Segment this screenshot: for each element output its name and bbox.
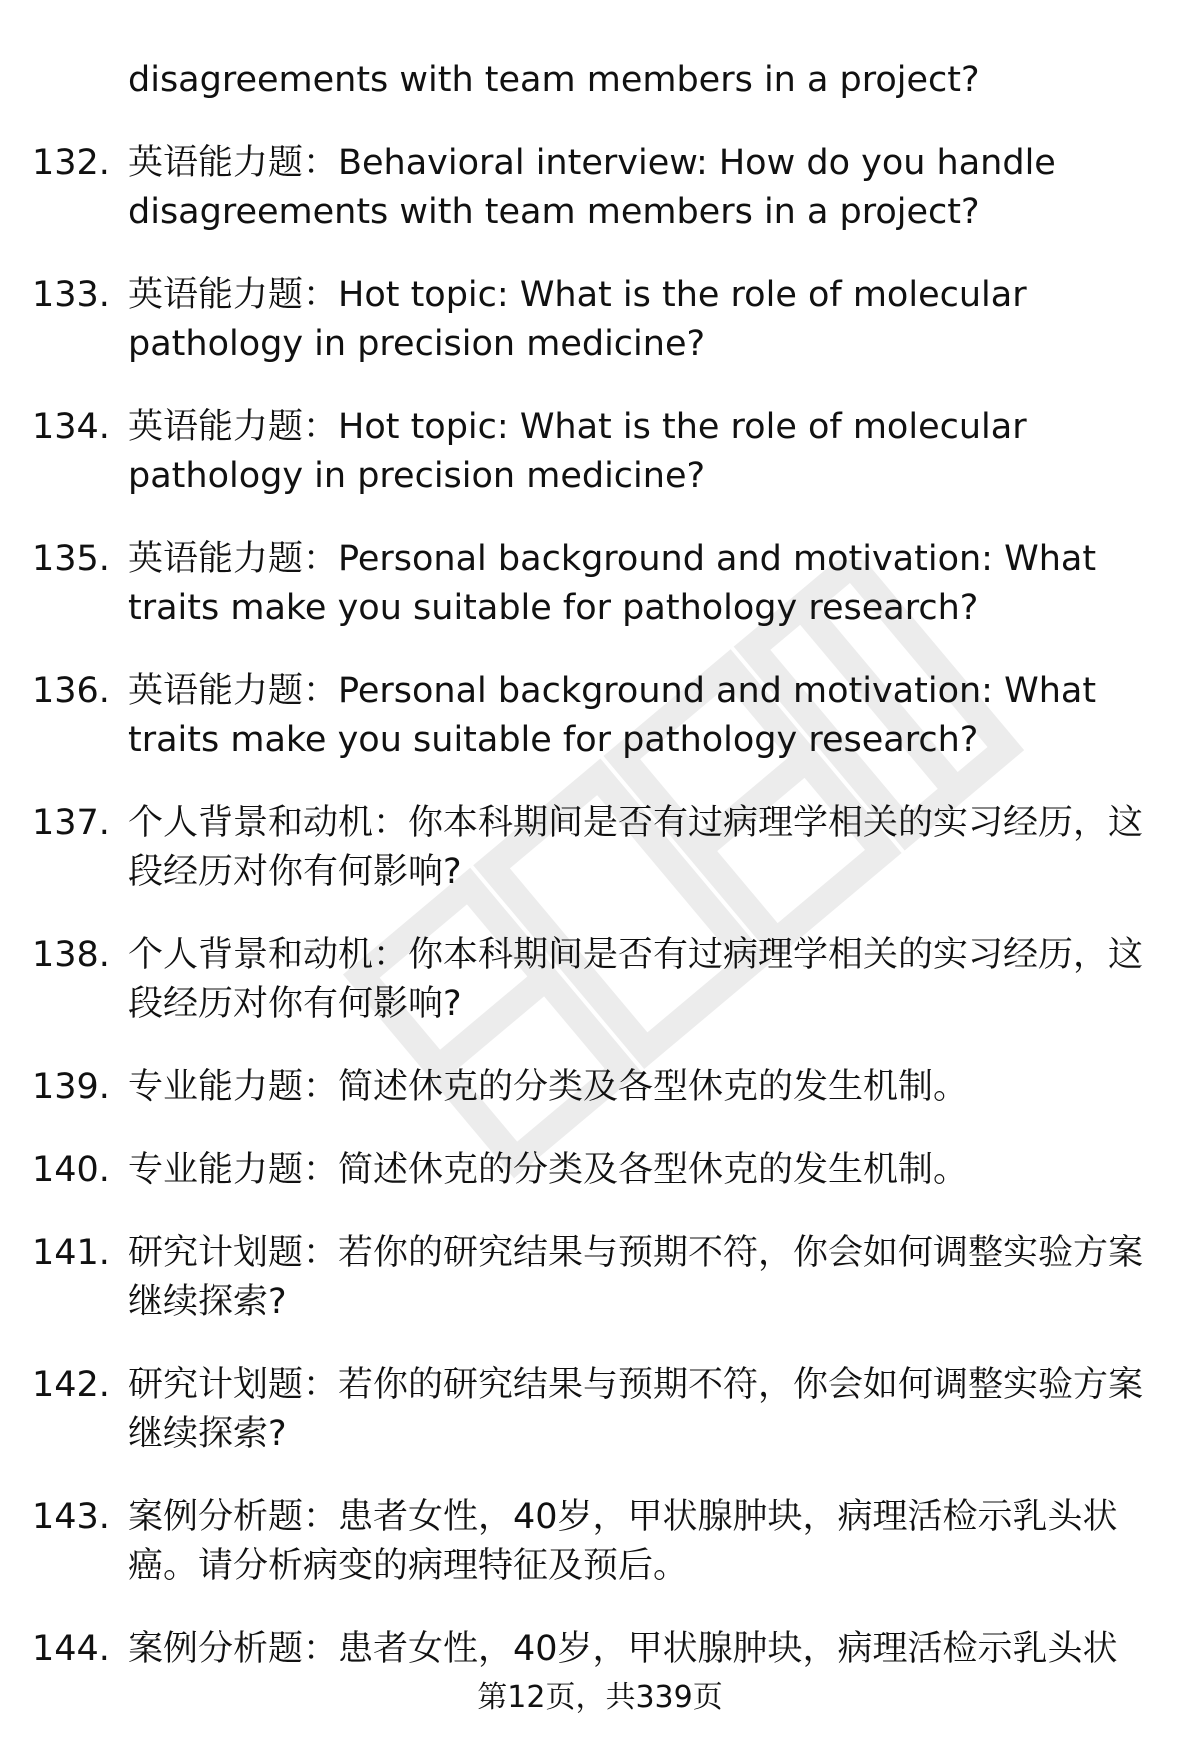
list-item [32,1229,1162,1327]
list-item [32,1493,1162,1591]
item-number: 142. [32,1365,110,1405]
list-item [32,139,1162,237]
item-number: 134. [32,407,110,447]
list-item [32,403,1162,501]
item-text: 个人背景和动机：你本科期间是否有过病理学相关的实习经历，这段经历对你有何影响? [128,803,1144,892]
item-text: 英语能力题：Hot topic: What is the role of molecular pathology in precision medicine? [128,407,1027,496]
list-item [32,1625,1162,1674]
list-item [32,1146,1162,1195]
item-number: 141. [32,1233,110,1273]
list-item [32,667,1162,765]
item-text: 英语能力题：Personal background and motivation: What traits make you suitable for pathology research? [128,539,1097,628]
item-number: 136. [32,671,110,711]
item-number: 132. [32,143,110,183]
item-number: 133. [32,275,110,315]
list-item [32,1063,1162,1112]
list-item [32,535,1162,633]
item-number: 144. [32,1629,110,1669]
page-number-label: 第12页，共339页 [477,1680,723,1715]
item-text: 专业能力题：简述休克的分类及各型休克的发生机制。 [128,1067,969,1107]
item-text: 个人背景和动机：你本科期间是否有过病理学相关的实习经历，这段经历对你有何影响? [128,935,1144,1024]
item-number: 139. [32,1067,110,1107]
list-item [32,1361,1162,1459]
item-text: 研究计划题：若你的研究结果与预期不符，你会如何调整实验方案继续探索? [128,1365,1144,1454]
item-text: 英语能力题：Behavioral interview: How do you handle disagreements with team members in a project? [128,143,1056,232]
list-item [32,799,1162,897]
page-footer [0,1678,1200,1718]
item-text: 专业能力题：简述休克的分类及各型休克的发生机制。 [128,1150,969,1190]
item-text: 英语能力题：Hot topic: What is the role of molecular pathology in precision medicine? [128,275,1027,364]
item-text: disagreements with team members in a project? [128,60,980,100]
item-text: 英语能力题：Personal background and motivation: What traits make you suitable for pathology research? [128,671,1097,760]
item-number: 143. [32,1497,110,1537]
list-item-continuation [32,56,1162,105]
item-number: 137. [32,803,110,843]
list-item [32,271,1162,369]
item-text: 案例分析题：患者女性，40岁，甲状腺肿块，病理活检示乳头状癌。请分析病变的病理特征及预后。 [128,1497,1118,1586]
question-list [32,56,1162,1708]
item-number: 138. [32,935,110,975]
list-item [32,931,1162,1029]
item-number: 135. [32,539,110,579]
item-text: 案例分析题：患者女性，40岁，甲状腺肿块，病理活检示乳头状 [128,1629,1118,1669]
item-number: 140. [32,1150,110,1190]
item-text: 研究计划题：若你的研究结果与预期不符，你会如何调整实验方案继续探索? [128,1233,1144,1322]
